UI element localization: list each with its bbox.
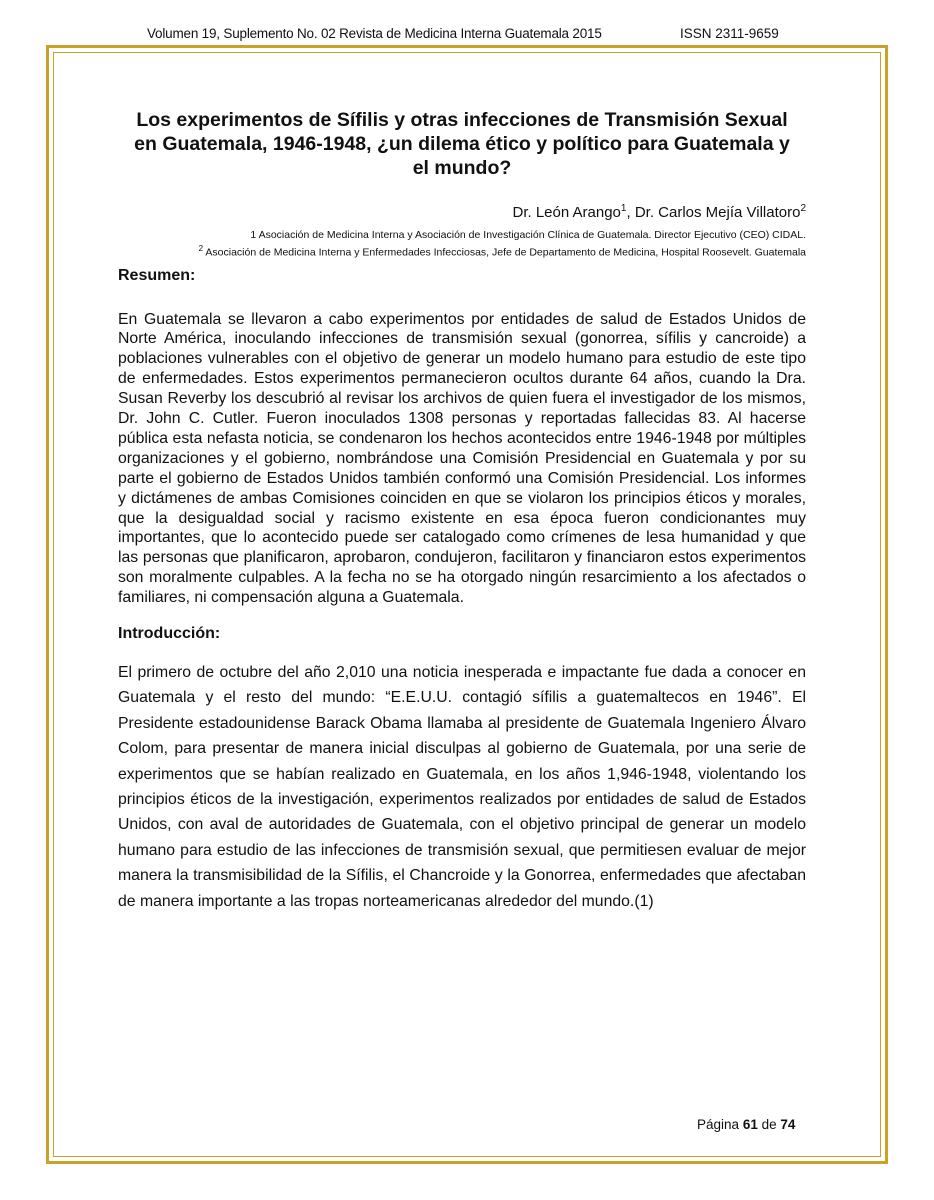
- affiliation-2: [118, 242, 806, 260]
- author-separator: ,: [626, 204, 635, 221]
- author-2: Dr. Carlos Mejía Villatoro: [634, 204, 801, 221]
- page-footer: [697, 1117, 795, 1132]
- author-2-affiliation-mark: 2: [800, 203, 806, 214]
- author-1: Dr. León Arango: [512, 204, 621, 221]
- introduction-heading: Introducción:: [118, 624, 221, 642]
- introduction-text: El primero de octubre del año 2,010 una noticia inesperada e impactante fue dada a conocer en Guatemala y el resto del mundo: “E.E.U.U. contagió sífilis a guatemaltecos en 1946”. El Presidente estadounidense Barack Obama llamaba al presidente de Guatemala Ingeniero Álvaro Colom, para presentar de manera inicial disculpas al gobierno de Guatemala, por una serie de experimentos que se habían realizado en Guatemala, en los años 1,946-1948, violentando los principios éticos de la investigación, experimentos realizados por entidades de salud de Estados Unidos, con aval de autoridades de Guatemala, con el objetivo principal de generar un modelo humano para estudio de las infecciones de transmisión sexual, que permitiesen evaluar de mejor manera la transmisibilidad de la Sífilis, el Chancroide y la Gonorrea, enfermedades que afectaban de manera importante a las tropas norteamericanas alrededor del mundo.(1): [118, 663, 806, 910]
- affiliation-1: 1 Asociación de Medicina Interna y Asociación de Investigación Clínica de Guatemala. Director Ejecutivo (CEO) CIDAL.: [250, 229, 806, 241]
- issn: ISSN 2311-9659: [680, 26, 779, 41]
- affiliation-2-mark: 2: [198, 244, 204, 253]
- page-number: 61: [742, 1117, 758, 1132]
- affiliation-2-text: Asociación de Medicina Interna y Enfermedades Infecciosas, Jefe de Departamento de Medicina, Hospital Roosevelt. Guatemala: [203, 246, 806, 259]
- article-title: Los experimentos de Sífilis y otras infecciones de Transmisión Sexual en Guatemala, 1946-1948, ¿un dilema ético y político para Guatemala y el mundo?: [134, 109, 790, 179]
- journal-info: Volumen 19, Suplemento No. 02 Revista de Medicina Interna Guatemala 2015: [147, 26, 602, 41]
- abstract-heading: Resumen:: [118, 266, 196, 284]
- page-of-label: de: [761, 1117, 777, 1132]
- author-line: [118, 200, 806, 222]
- page-label: Página: [697, 1117, 740, 1132]
- total-pages: 74: [780, 1117, 796, 1132]
- author-1-affiliation-mark: 1: [620, 203, 627, 214]
- affiliations: [118, 228, 806, 260]
- running-header: [147, 26, 779, 41]
- abstract-text: En Guatemala se llevaron a cabo experimentos por entidades de salud de Estados Unidos de Norte América, inoculando infecciones de transmisión sexual (gonorrea, sífilis y cancroide) a poblaciones vulnerables con el objetivo de generar un modelo humano para estudio de este tipo de enfermedades. Estos experimentos permanecieron ocultos durante 64 años, cuando la Dra. Susan Reverby los descubrió al revisar los archivos de quien fuera el investigador de los mismos, Dr. John C. Cutler. Fueron inoculados 1308 personas y reportadas fallecidas 83. Al hacerse pública esta nefasta noticia, se condenaron los hechos acontecidos entre 1946-1948 por múltiples organizaciones y el gobierno, nombrándose una Comisión Presidencial en Guatemala y por su parte el gobierno de Estados Unidos también conformó una Comisión Presidencial. Los informes y dictámenes de ambas Comisiones coinciden en que se violaron los principios éticos y morales, que la desigualdad social y racismo existente en esa época fueron condicionantes muy importantes, que lo acontecido puede ser catalogado como crímenes de lesa humanidad y que las personas que planificaron, aprobaron, condujeron, facilitaron y financiaron estos experimentos son moralmente culpables. A la fecha no se ha otorgado ningún resarcimiento a los afectados o familiares, ni compensación alguna a Guatemala.: [118, 310, 806, 607]
- article-body: [118, 108, 806, 930]
